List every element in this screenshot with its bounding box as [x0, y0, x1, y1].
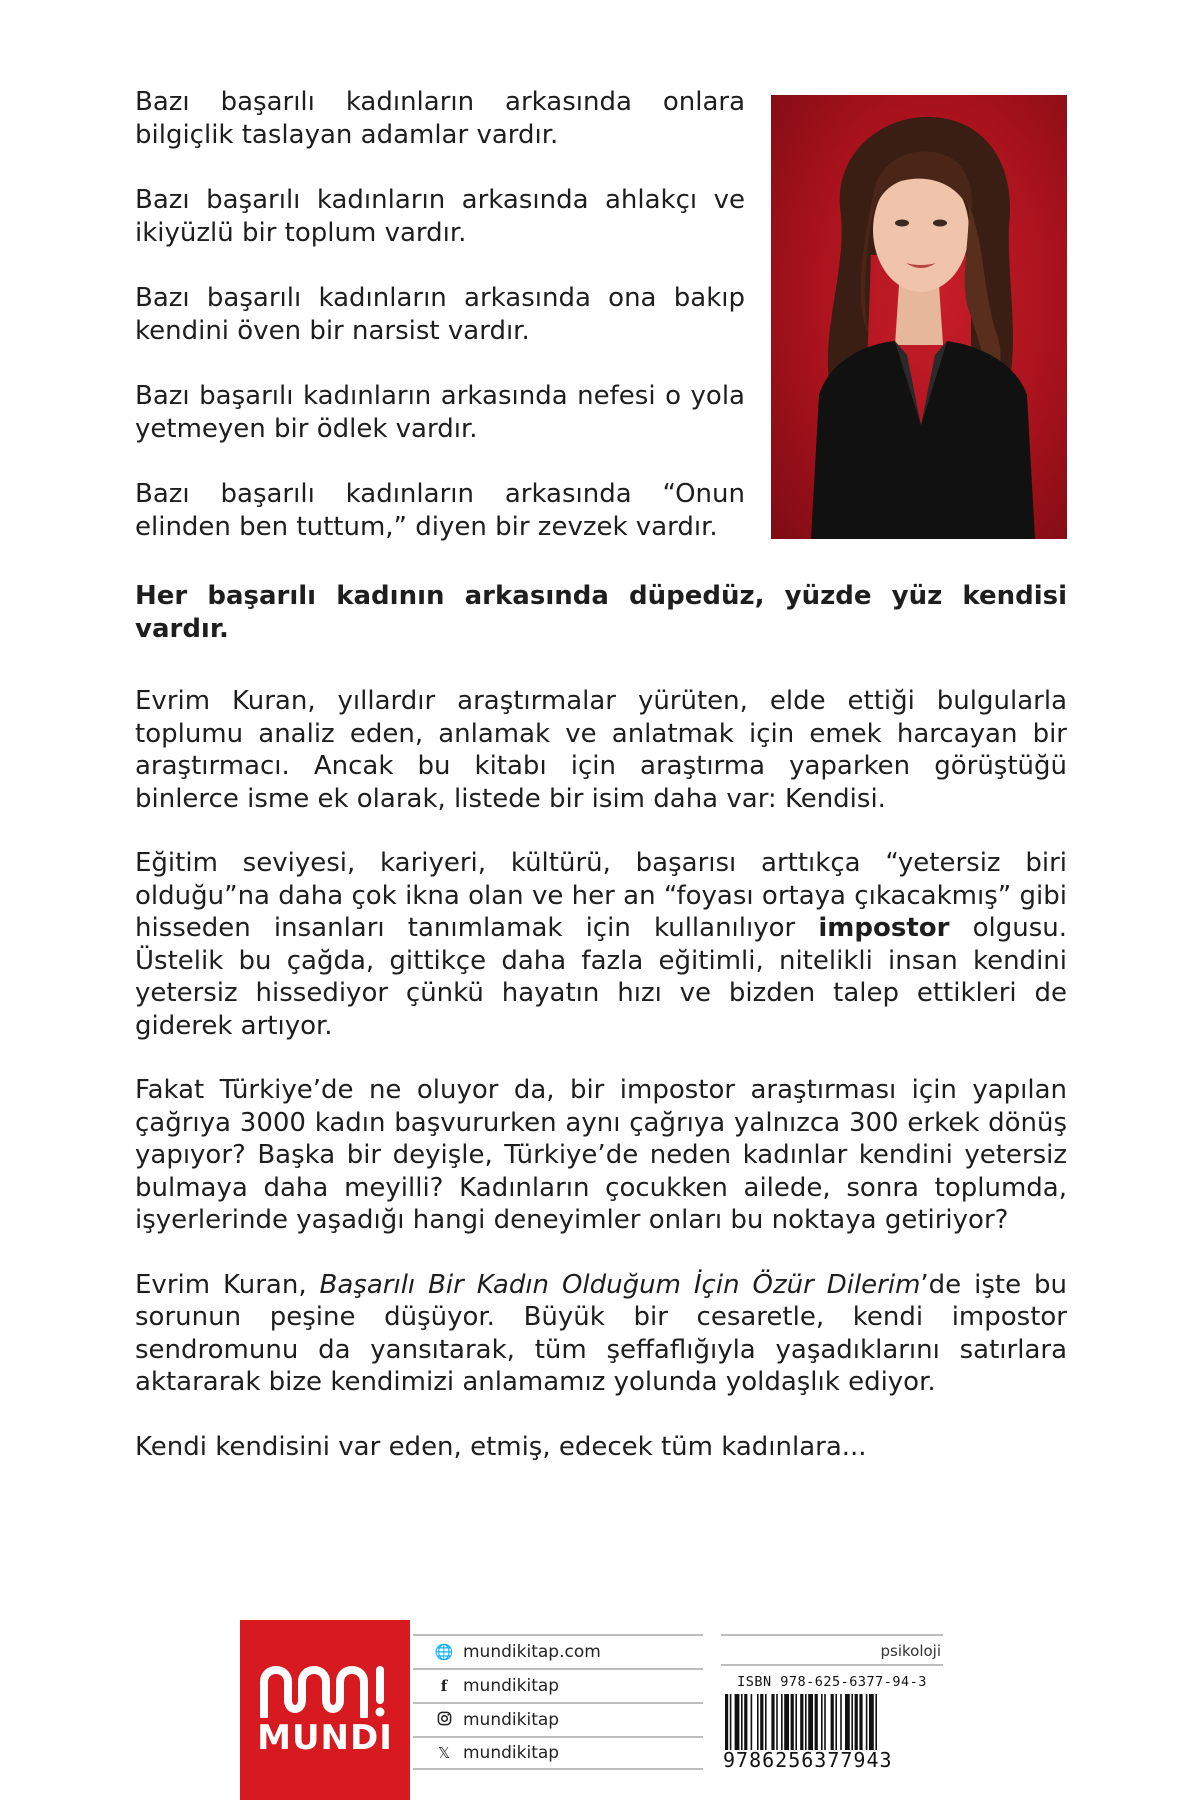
body-text: Eğitim seviyesi, kariyeri, kültürü, başarısı arttıkça “yetersiz biri olduğu”na daha çok ikna olan ve her an “foyası ortaya çıkacakmış” gibi hisseden insanları tanımlamak için kullanılıyor — [135, 848, 1067, 943]
body-text: Evrim Kuran, — [135, 1269, 320, 1300]
body-text: ’de işte bu sorunun peşine düşüyor. Büyük bir cesaretle, kendi impostor sendromunu da yansıtarak, tüm şeffaflığıyla yaşadıklarını satırlara aktararak bize kendimizi anlamamız yolunda yoldaşlık ediyor. — [135, 1269, 1067, 1397]
intro-paragraph: Bazı başarılı kadınların arkasında onlara bilgiçlik taslayan adamlar vardır. — [135, 87, 745, 150]
x-icon: 𝕏 — [437, 1744, 451, 1762]
intro-paragraph: Bazı başarılı kadınların arkasında nefesi o yola yetmeyen bir ödlek vardır. — [135, 381, 745, 444]
body-paragraph — [135, 1269, 1067, 1399]
category-label: psikoloji — [721, 1634, 943, 1666]
main-text — [135, 580, 1067, 1463]
publisher-name: MUNDI — [257, 1718, 393, 1758]
social-links — [413, 1634, 703, 1770]
barcode-number: 9786256377943 — [723, 1748, 893, 1772]
dedication: Kendi kendisini var eden, etmiş, edecek tüm kadınlara... — [135, 1431, 867, 1462]
intro-paragraph: Bazı başarılı kadınların arkasında ahlakçı ve ikiyüzlü bir toplum vardır. — [135, 185, 745, 248]
book-title: Başarılı Bir Kadın Olduğum İçin Özür Dilerim — [319, 1269, 921, 1300]
social-label: mundikitap — [463, 1710, 560, 1730]
impostor-term: impostor — [818, 913, 950, 943]
body-text: olgusu. Üstelik bu çağda, gittikçe daha fazla eğitimli, nitelikli insan kendini yetersiz hissediyor çünkü hayatın hızı ve bizden talep ettikleri de giderek artıyor. — [135, 913, 1067, 1041]
body-paragraph: Fakat Türkiye’de ne oluyor da, bir impostor araştırması için yapılan çağrıya 3000 kadın başvururken aynı çağrıya yalnızca 300 erkek dönüş yapıyor? Başka bir deyişle, Türkiye’de neden kadınlar kendini yetersiz bulmaya daha meyilli? Kadınların çocukken ailede, sonra toplumda, işyerlerinde yaşadığı hangi deneyimler onları bu noktaya getiriyor? — [135, 1075, 1067, 1235]
facebook-icon: f — [440, 1677, 448, 1695]
body-paragraph: Evrim Kuran, yıllardır araştırmalar yürüten, elde ettiği bulgularla toplumu analiz eden, anlamak ve anlatmak için emek harcayan bir araştırmacı. Ancak bu kitabı için araştırma yaparken görüştüğü binlerce isme ek olarak, listede bir isim daha var: Kendisi. — [135, 686, 1067, 814]
social-label: mundikitap — [463, 1743, 560, 1763]
isbn-label: ISBN 978-625-6377-94-3 — [737, 1674, 927, 1690]
intro-block — [135, 86, 745, 544]
barcode-icon — [721, 1694, 943, 1750]
author-portrait-illustration — [771, 95, 1067, 539]
intro-paragraph: Bazı başarılı kadınların arkasında ona bakıp kendini öven bir narsist vardır. — [135, 283, 745, 346]
social-label: mundikitap.com — [463, 1642, 601, 1662]
mundi-wave-logo-icon — [258, 1660, 392, 1718]
intro-paragraph: Bazı başarılı kadınların arkasında “Onun elinden ben tuttum,” diyen bir zevzek vardır. — [135, 479, 745, 542]
barcode-area — [721, 1634, 943, 1772]
social-x[interactable] — [413, 1736, 703, 1770]
body-paragraph — [135, 847, 1067, 1042]
lead-sentence: Her başarılı kadının arkasında düpedüz, yüzde yüz kendisi vardır. — [135, 581, 1067, 644]
social-facebook[interactable] — [413, 1668, 703, 1702]
instagram-icon — [433, 1711, 455, 1730]
social-instagram[interactable] — [413, 1702, 703, 1736]
social-label: mundikitap — [463, 1676, 560, 1696]
social-website[interactable] — [413, 1634, 703, 1668]
globe-icon: 🌐 — [434, 1643, 454, 1661]
author-photo — [771, 95, 1067, 539]
publisher-logo — [240, 1620, 410, 1800]
